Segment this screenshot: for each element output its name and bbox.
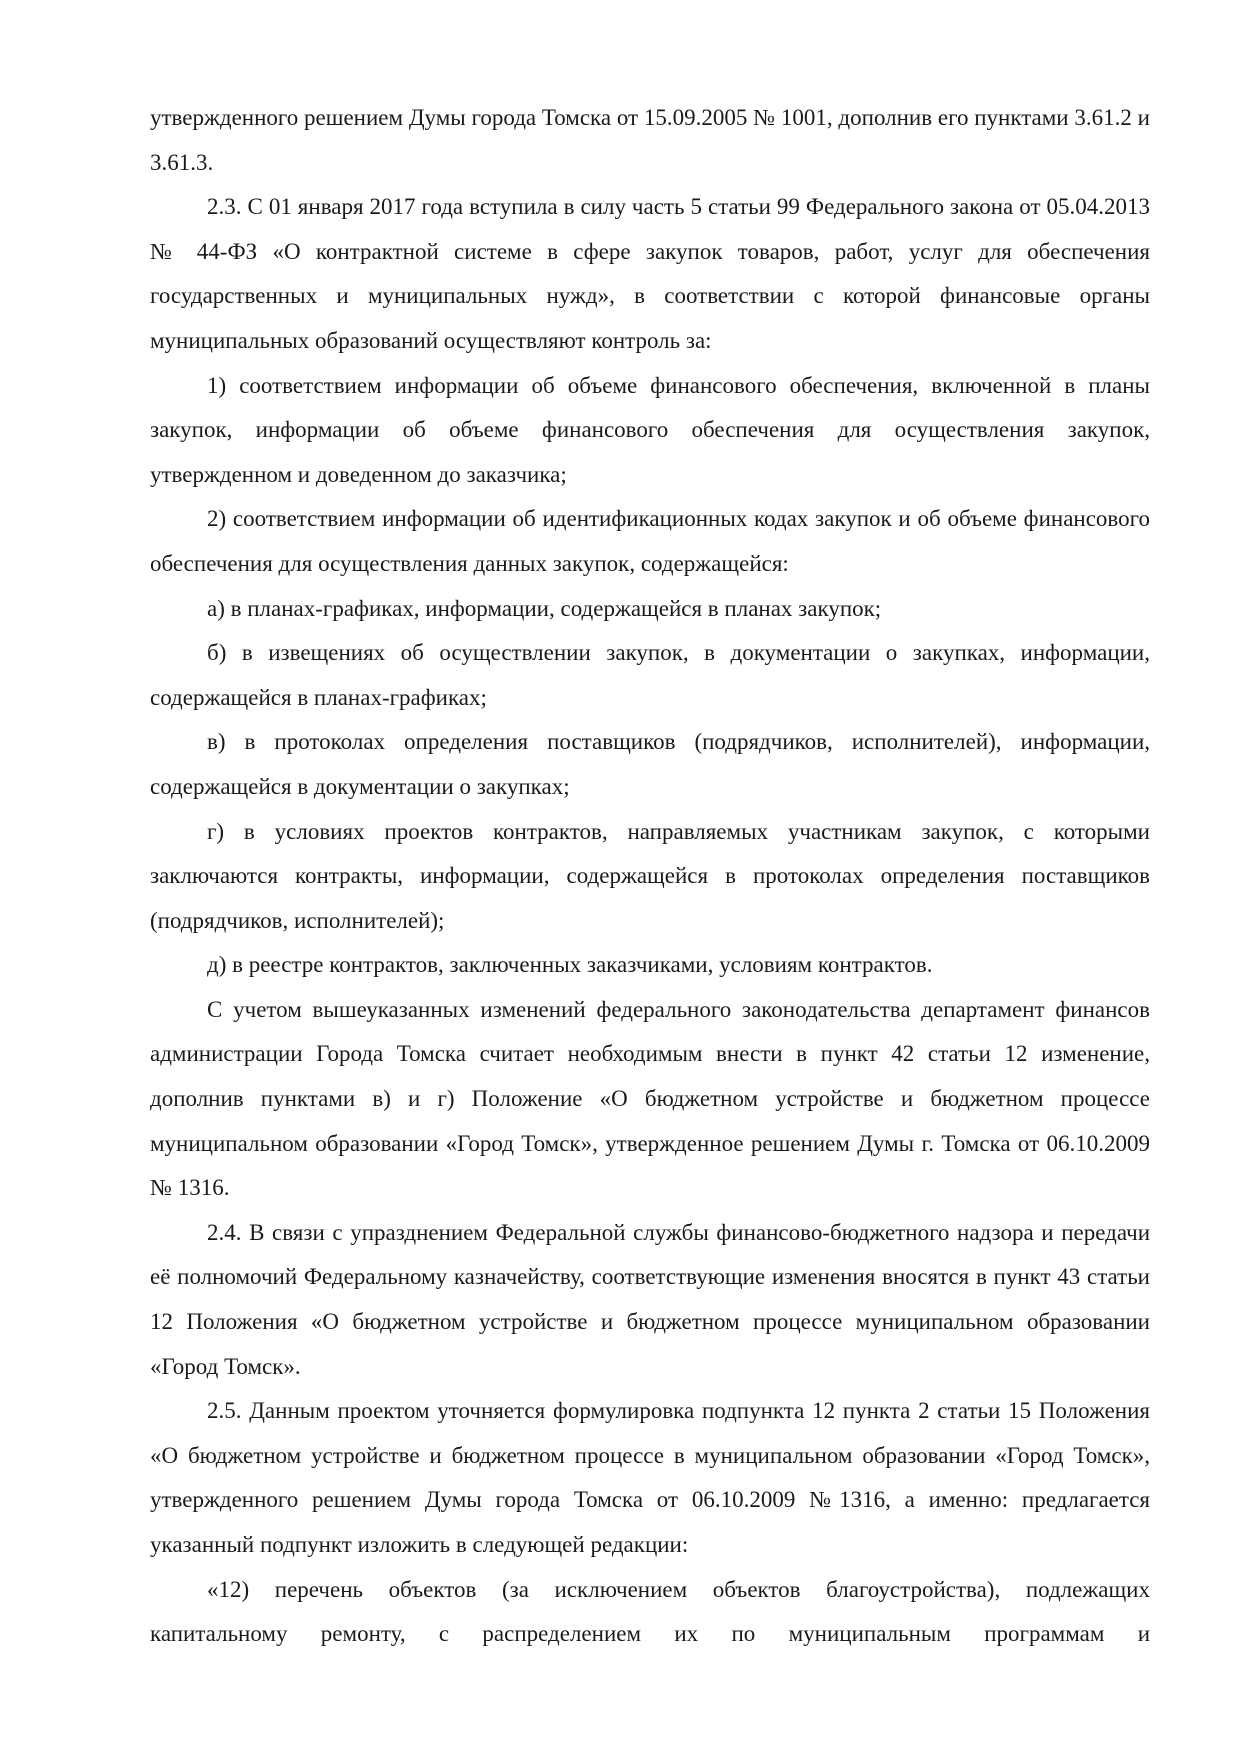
paragraph-subitem-b: б) в извещениях об осуществлении закупок, в документации о закупках, информации, содержащейся в планах-графиках;: [150, 640, 1150, 710]
paragraph-item-2: 2) соответствием информации об идентификационных кодах закупок и об объеме финансового обеспечения для осуществления данных закупок, содержащейся:: [150, 506, 1150, 576]
paragraph-2-4: 2.4. В связи с упразднением Федеральной службы финансово-бюджетного надзора и передачи её полномочий Федеральному казначейству, соответствующие изменения вносятся в пункт 43 статьи 12 Положения «О бюджетном устройстве и бюджетном процессе муниципальном образовании «Город Томск».: [150, 1219, 1150, 1379]
paragraph-item-1: 1) соответствием информации об объеме финансового обеспечения, включенной в планы закупок, информации об объеме финансового обеспечения для осуществления закупок, утвержденном и доведенном до заказчика;: [150, 372, 1150, 487]
paragraph-2-5: 2.5. Данным проектом уточняется формулировка подпункта 12 пункта 2 статьи 15 Положения «О бюджетном устройстве и бюджетном процессе в муниципальном образовании «Город Томск», утвержденного решением Думы города Томска от 06.10.2009 №1316, а именно: предлагается указанный подпункт изложить в следующей редакции:: [150, 1398, 1150, 1557]
document-body: [150, 96, 1150, 1657]
paragraph-subitem-d: д) в реестре контрактов, заключенных заказчиками, условиям контрактов.: [207, 952, 933, 978]
paragraph-conclusion: С учетом вышеуказанных изменений федерального законодательства департамент финансов администрации Города Томска считает необходимым внести в пункт 42 статьи 12 изменение, дополнив пунктами в) и г) Положение «О бюджетном устройстве и бюджетном процессе муниципальном образовании «Город Томск», утвержденное решением Думы г. Томска от 06.10.2009 № 1316.: [150, 996, 1150, 1201]
paragraph-continuation: утвержденного решением Думы города Томска от 15.09.2005 № 1001, дополнив его пунктами 3.61.2 и 3.61.3.: [150, 105, 1150, 175]
paragraph-2-3: 2.3. С 01 января 2017 года вступила в силу часть 5 статьи 99 Федерального закона от 05.04.2013 № 44-ФЗ «О контрактной системе в сфере закупок товаров, работ, услуг для обеспечения государственных и муниципальных нужд», в соответствии с которой финансовые органы муниципальных образований осуществляют контроль за:: [150, 194, 1150, 353]
paragraph-subitem-g: г) в условиях проектов контрактов, направляемых участникам закупок, с которыми заключаются контракты, информации, содержащейся в протоколах определения поставщиков (подрядчиков, исполнителей);: [150, 818, 1150, 933]
paragraph-subitem-a: а) в планах-графиках, информации, содержащейся в планах закупок;: [207, 595, 882, 621]
paragraph-subitem-v: в) в протоколах определения поставщиков (подрядчиков, исполнителей), информации, содержащейся в документации о закупках;: [150, 729, 1150, 799]
paragraph-quote-12: «12) перечень объектов (за исключением объектов благоустройства), подлежащих капитальному ремонту, с распределением их по муниципальным программам и: [150, 1576, 1150, 1647]
